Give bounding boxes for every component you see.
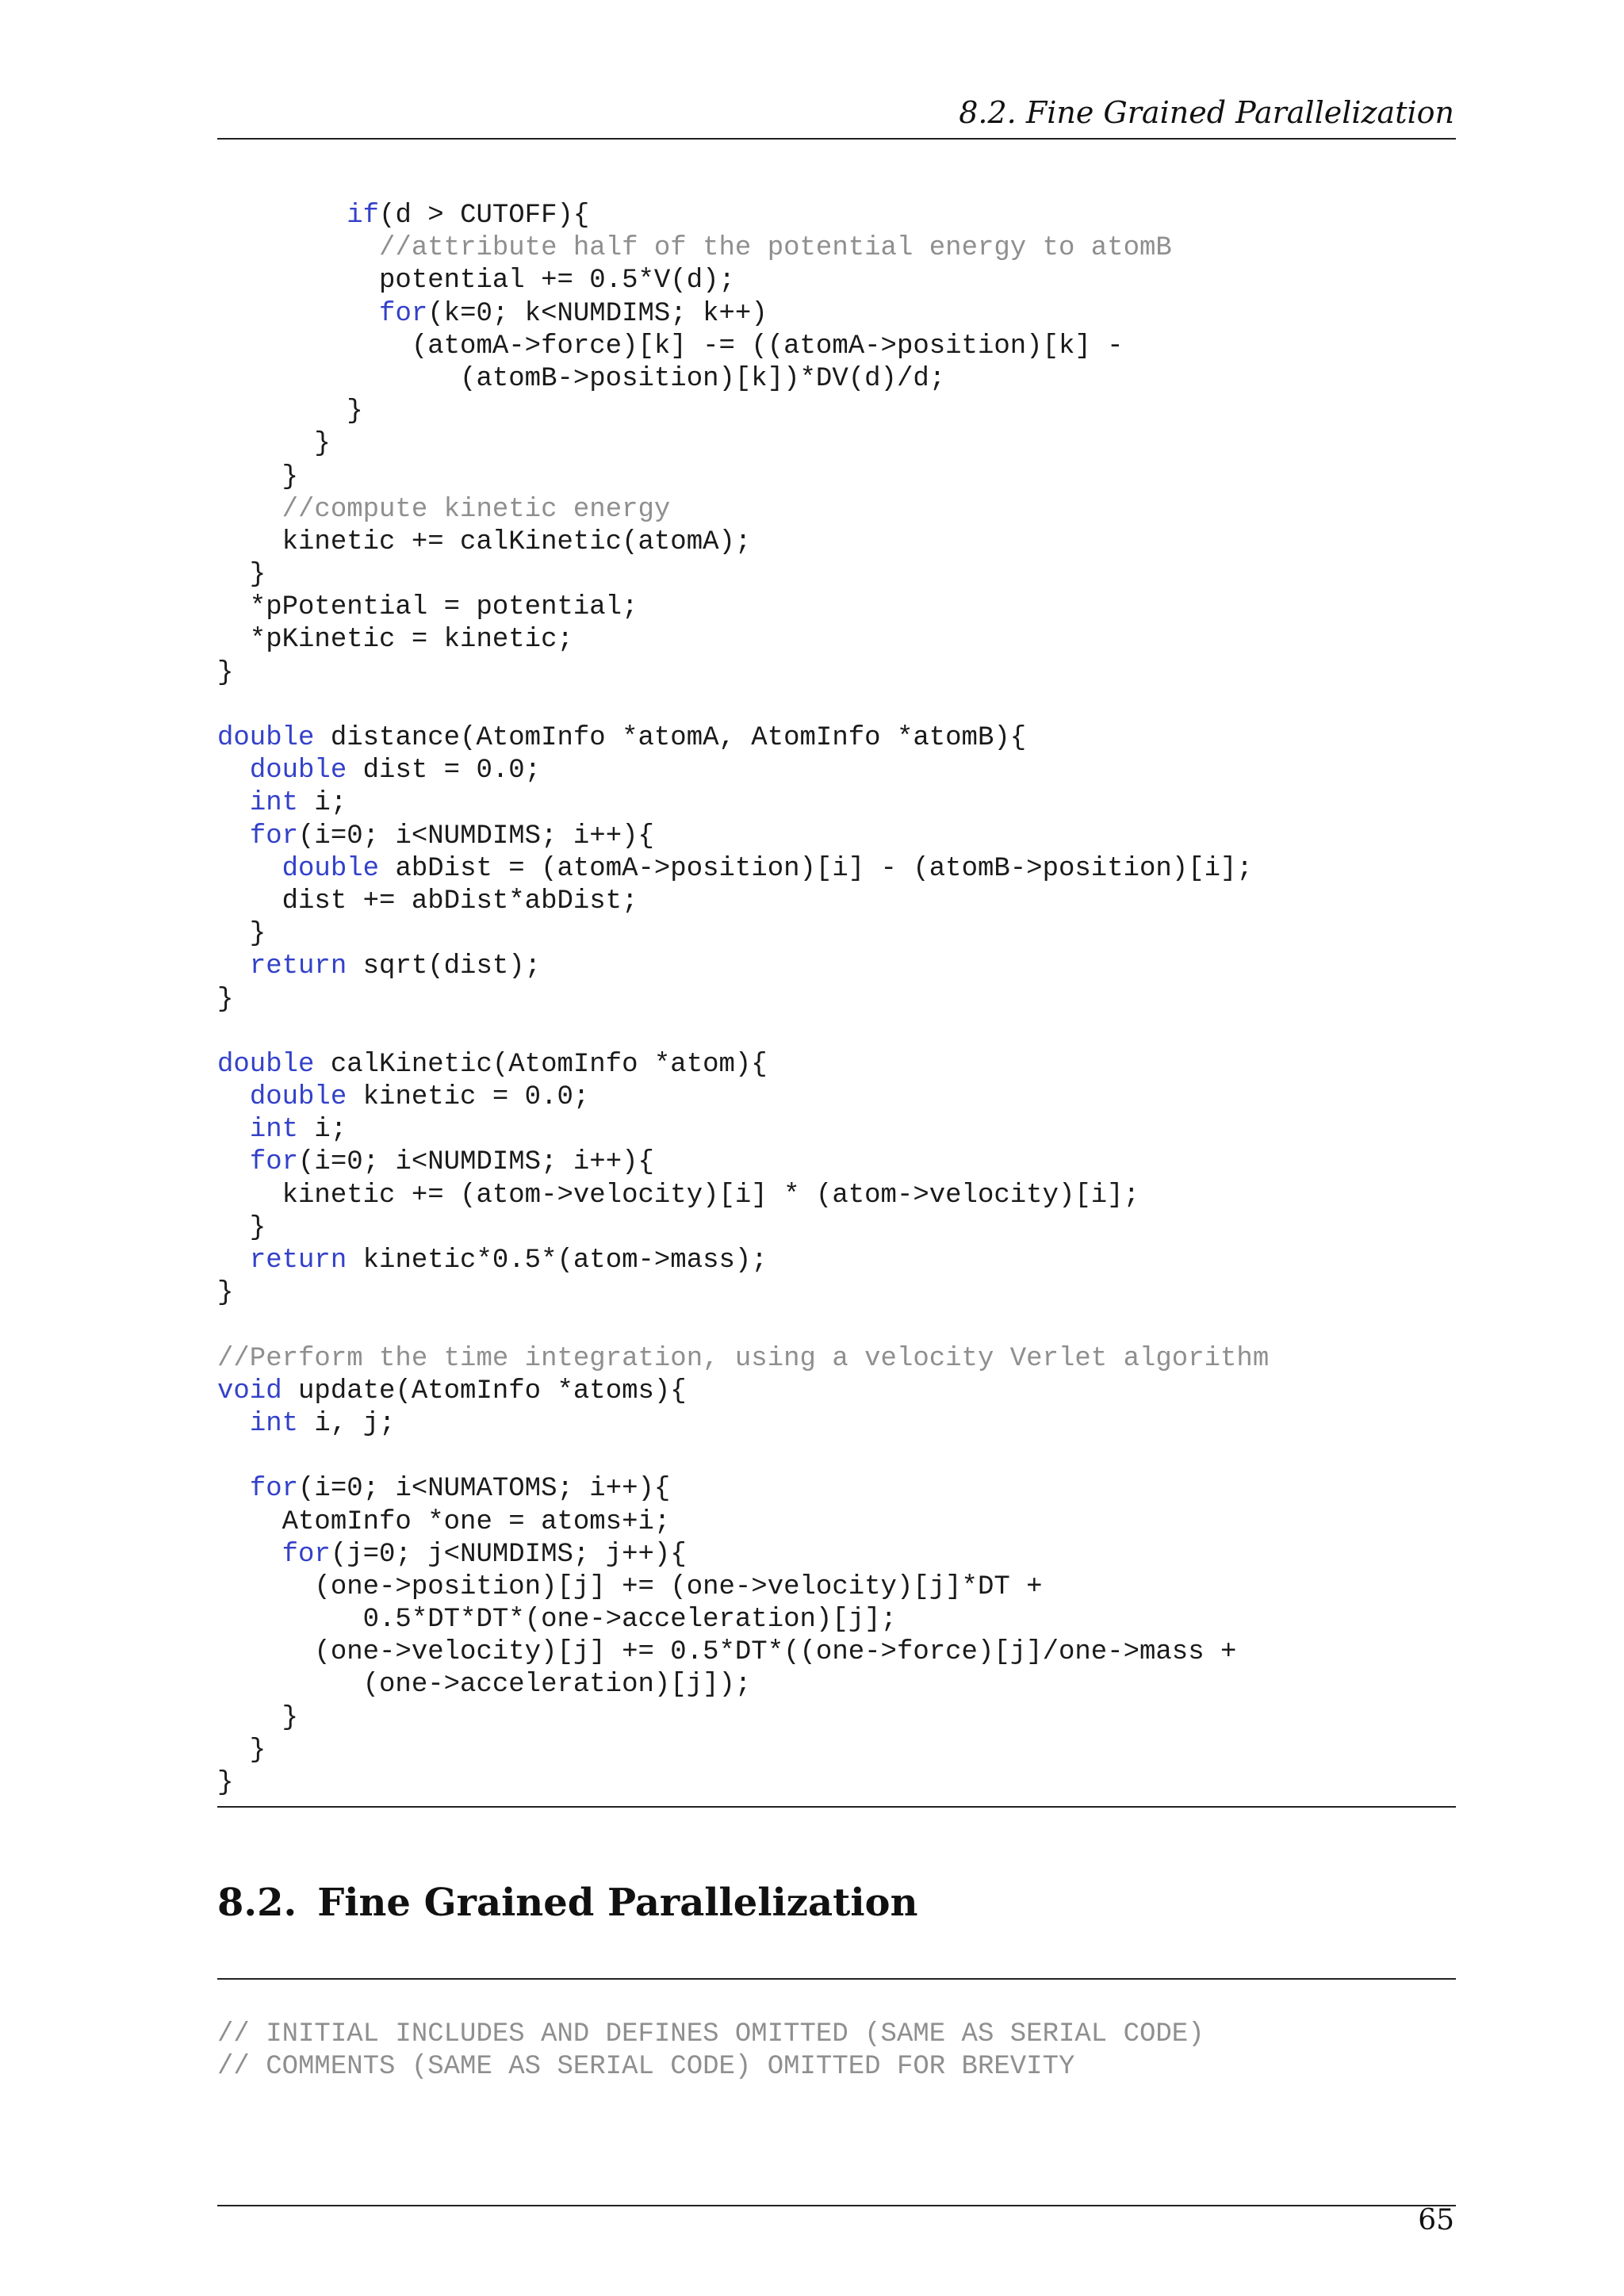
code-line <box>217 1604 1269 1636</box>
code-text: 0.5*DT*DT*(one->acceleration)[j]; <box>217 1605 897 1636</box>
code-text <box>217 1246 250 1276</box>
code-keyword: double <box>249 1082 347 1113</box>
running-header: 8.2. Fine Grained Parallelization <box>959 95 1454 130</box>
code-line <box>217 1212 1269 1245</box>
code-line <box>217 2051 1205 2084</box>
code-keyword: if <box>347 201 380 231</box>
code-text <box>217 1409 250 1439</box>
code-line <box>217 1473 1269 1506</box>
code-text <box>217 756 250 786</box>
code-listing-serial <box>217 200 1269 1800</box>
code-text: (atomB->position)[k])*DV(d)/d; <box>217 363 946 394</box>
code-text: dist = 0.0; <box>347 756 542 786</box>
code-text <box>217 1082 250 1112</box>
code-line <box>217 428 1269 461</box>
code-text: (one->acceleration)[j]); <box>217 1670 752 1701</box>
code-keyword: for <box>249 1474 299 1505</box>
code-line <box>217 853 1269 886</box>
code-text: } <box>217 396 363 427</box>
code-line <box>217 1277 1269 1310</box>
code-line <box>217 1081 1269 1114</box>
code-text <box>217 1474 250 1504</box>
code-text: } <box>217 984 234 1015</box>
code-text: } <box>217 919 266 950</box>
code-text <box>217 495 282 525</box>
code-text: sqrt(dist); <box>347 951 542 982</box>
code-text <box>217 201 347 231</box>
code-comment: //compute kinetic energy <box>282 494 671 525</box>
code-line <box>217 1016 1269 1049</box>
code-keyword: double <box>217 1049 315 1080</box>
code-line <box>217 821 1269 853</box>
code-line <box>217 396 1269 428</box>
code-text: kinetic += calKinetic(atomA); <box>217 526 752 557</box>
code-text: *pPotential = potential; <box>217 592 638 623</box>
code-line <box>217 363 1269 396</box>
code-text: kinetic += (atom->velocity)[i] * (atom->velocity)[i]; <box>217 1180 1139 1211</box>
code-text: (i=0; i<NUMDIMS; i++){ <box>298 821 654 851</box>
code-text: (j=0; j<NUMDIMS; j++){ <box>330 1539 687 1570</box>
code-line <box>217 1669 1269 1701</box>
code-line <box>217 1636 1269 1669</box>
code-line <box>217 1702 1269 1735</box>
code-comment: // COMMENTS (SAME AS SERIAL CODE) OMITTED FOR BREVITY <box>217 2052 1075 2083</box>
code-line <box>217 1539 1269 1571</box>
section-title-text: Fine Grained Parallelization <box>317 1881 918 1925</box>
code-line <box>217 951 1269 983</box>
code-text: } <box>217 429 331 460</box>
code-line <box>217 787 1269 820</box>
listing-end-rule <box>217 1806 1456 1808</box>
code-line <box>217 1571 1269 1604</box>
code-line <box>217 1245 1269 1277</box>
code-line <box>217 1441 1269 1473</box>
code-text: distance(AtomInfo *atomA, AtomInfo *atomB){ <box>314 723 1027 753</box>
code-text: (i=0; i<NUMDIMS; i++){ <box>298 1147 654 1178</box>
code-line <box>217 1180 1269 1212</box>
code-line <box>217 298 1269 331</box>
code-text: (one->position)[j] += (one->velocity)[j]*DT + <box>217 1571 1043 1602</box>
code-text: } <box>217 1735 266 1766</box>
code-text <box>217 233 379 263</box>
code-keyword: return <box>249 951 347 982</box>
code-text <box>217 299 379 329</box>
code-keyword: int <box>249 1115 299 1146</box>
code-comment: // INITIAL INCLUDES AND DEFINES OMITTED (SAME AS SERIAL CODE) <box>217 2019 1205 2049</box>
code-text: kinetic = 0.0; <box>347 1082 590 1113</box>
code-listing-parallel <box>217 2019 1205 2084</box>
code-line <box>217 1310 1269 1342</box>
code-text: i; <box>298 1115 347 1146</box>
code-line <box>217 331 1269 363</box>
section-number: 8.2. <box>217 1881 297 1925</box>
code-line <box>217 918 1269 951</box>
code-line <box>217 1343 1269 1376</box>
code-text: AtomInfo *one = atoms+i; <box>217 1506 671 1537</box>
code-line <box>217 1146 1269 1179</box>
code-comment: //Perform the time integration, using a velocity Verlet algorithm <box>217 1343 1270 1374</box>
code-text <box>217 1147 250 1177</box>
code-line <box>217 200 1269 232</box>
code-text: } <box>217 657 234 688</box>
code-keyword: for <box>282 1539 331 1570</box>
code-line <box>217 265 1269 297</box>
code-text: } <box>217 1212 266 1243</box>
code-text: } <box>217 560 266 591</box>
code-line <box>217 657 1269 690</box>
code-keyword: int <box>249 788 299 819</box>
code-line <box>217 1767 1269 1800</box>
code-text: (d > CUTOFF){ <box>379 201 590 231</box>
code-text: update(AtomInfo *atoms){ <box>282 1376 687 1406</box>
code-text: abDist = (atomA->position)[i] - (atomB->position)[i]; <box>379 853 1253 884</box>
code-keyword: double <box>217 723 315 753</box>
listing-start-rule <box>217 1978 1456 1980</box>
code-keyword: for <box>249 1147 299 1178</box>
code-line <box>217 591 1269 624</box>
code-text: potential += 0.5*V(d); <box>217 266 735 297</box>
footer-rule <box>217 2205 1456 2206</box>
code-line <box>217 494 1269 526</box>
code-keyword: int <box>249 1408 299 1439</box>
code-line <box>217 722 1269 755</box>
code-text <box>217 821 250 851</box>
header-rule <box>217 138 1456 140</box>
code-line <box>217 1049 1269 1081</box>
code-line <box>217 984 1269 1016</box>
code-line <box>217 232 1269 265</box>
code-text: kinetic*0.5*(atom->mass); <box>347 1246 768 1276</box>
code-line <box>217 559 1269 591</box>
page-number: 65 <box>1418 2204 1454 2237</box>
code-text: (i=0; i<NUMATOMS; i++){ <box>298 1474 671 1505</box>
code-keyword: for <box>249 821 299 851</box>
code-text: (one->velocity)[j] += 0.5*DT*((one->force)[j]/one->mass + <box>217 1637 1237 1668</box>
section-heading <box>217 1881 917 1925</box>
code-keyword: double <box>249 756 347 786</box>
code-text: } <box>217 461 299 492</box>
code-line <box>217 526 1269 559</box>
code-text <box>217 1115 250 1145</box>
code-line <box>217 2019 1205 2051</box>
code-text <box>217 788 250 818</box>
code-text: i, j; <box>298 1408 396 1439</box>
code-keyword: void <box>217 1376 282 1406</box>
code-keyword: return <box>249 1246 347 1276</box>
code-text: } <box>217 1702 299 1733</box>
code-line <box>217 461 1269 494</box>
code-keyword: for <box>379 298 428 329</box>
code-line <box>217 755 1269 787</box>
code-text: } <box>217 1278 234 1309</box>
code-line <box>217 1114 1269 1146</box>
code-line <box>217 1408 1269 1441</box>
code-text <box>217 854 282 884</box>
code-text <box>217 1540 282 1570</box>
code-text: *pKinetic = kinetic; <box>217 625 573 656</box>
code-keyword: double <box>282 853 380 884</box>
code-line <box>217 624 1269 656</box>
code-text: } <box>217 1768 234 1798</box>
code-line <box>217 690 1269 722</box>
code-comment: //attribute half of the potential energy to atomB <box>379 233 1172 264</box>
code-text: (atomA->force)[k] -= ((atomA->position)[k] - <box>217 331 1124 362</box>
code-text: i; <box>298 788 347 819</box>
code-text: (k=0; k<NUMDIMS; k++) <box>427 298 768 329</box>
code-line <box>217 1506 1269 1539</box>
code-text: calKinetic(AtomInfo *atom){ <box>314 1049 768 1080</box>
code-line <box>217 1376 1269 1408</box>
code-line <box>217 1735 1269 1767</box>
code-text: dist += abDist*abDist; <box>217 886 638 916</box>
code-line <box>217 886 1269 918</box>
code-text <box>217 951 250 982</box>
